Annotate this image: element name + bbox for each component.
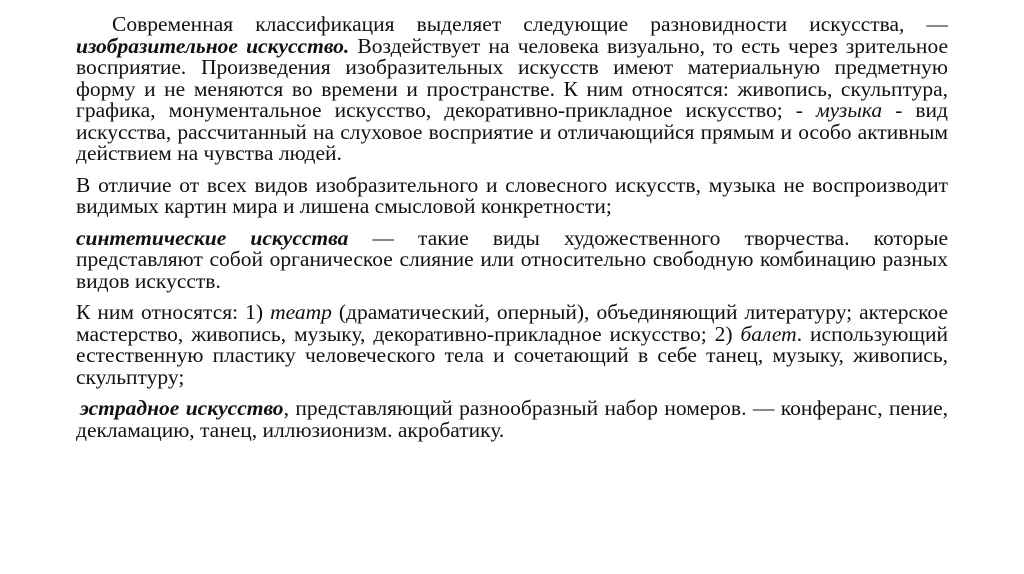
term-theatre: театр — [270, 300, 332, 324]
paragraph-music-difference — [76, 172, 948, 218]
text-run: - вид искусства, рассчитанный на слуховое восприятие и отличающийся прямым и особо активным действием на чувства людей. — [76, 98, 948, 165]
paragraph-theatre-ballet — [76, 302, 948, 388]
term-ballet: балет — [740, 321, 797, 346]
term-visual-arts: изобразительное искусство. — [76, 33, 350, 58]
paragraph-synthetic-arts — [76, 225, 948, 293]
text-run: — такие виды художественного творчества. которые представляют собой органическое слияние или относительно свободную комбинацию разных видов искусств. — [76, 225, 948, 293]
paragraph-variety-art — [76, 398, 948, 441]
document-page — [76, 14, 948, 451]
text-run: , представляющий разнообразный набор номеров. — конферанс, пение, декламацию, танец, иллюзионизм. акробатику. — [76, 396, 949, 442]
term-music: музыка — [815, 98, 883, 122]
term-variety-art: эстрадное искусство — [80, 396, 284, 420]
text-run: К ним относятся: 1) — [76, 300, 271, 324]
text-run: . использующий естественную пластику человеческого тела и сочетающий в себе танец, музыку, живопись, скульптуру; — [76, 321, 948, 389]
paragraph-visual-arts — [76, 14, 948, 165]
term-synthetic-arts: синтетические искусства — [76, 225, 349, 250]
text-run: (драматический, оперный), объединяющий литературу; актерское мастерство, живопись, музыку, декоративно-прикладное искусство; 2) — [76, 300, 948, 346]
text-run: Воздействует на человека визуально, то есть через зрительное восприятие. Произведения изобразительных искусств имеют материальную предметную форму и не меняются во времени и пространстве. К ним относятся: живопись, скульптура, графика, монументальное искусство, декоративно-прикладное искусство; - — [76, 33, 948, 122]
text-run: Современная классификация выделяет следующие разновидности искусства, — — [112, 12, 948, 36]
text-run: В отличие от всех видов изобразительного и словесного искусств, музыка не воспроизводит видимых картин мира и лишена смысловой конкретности; — [76, 172, 948, 218]
